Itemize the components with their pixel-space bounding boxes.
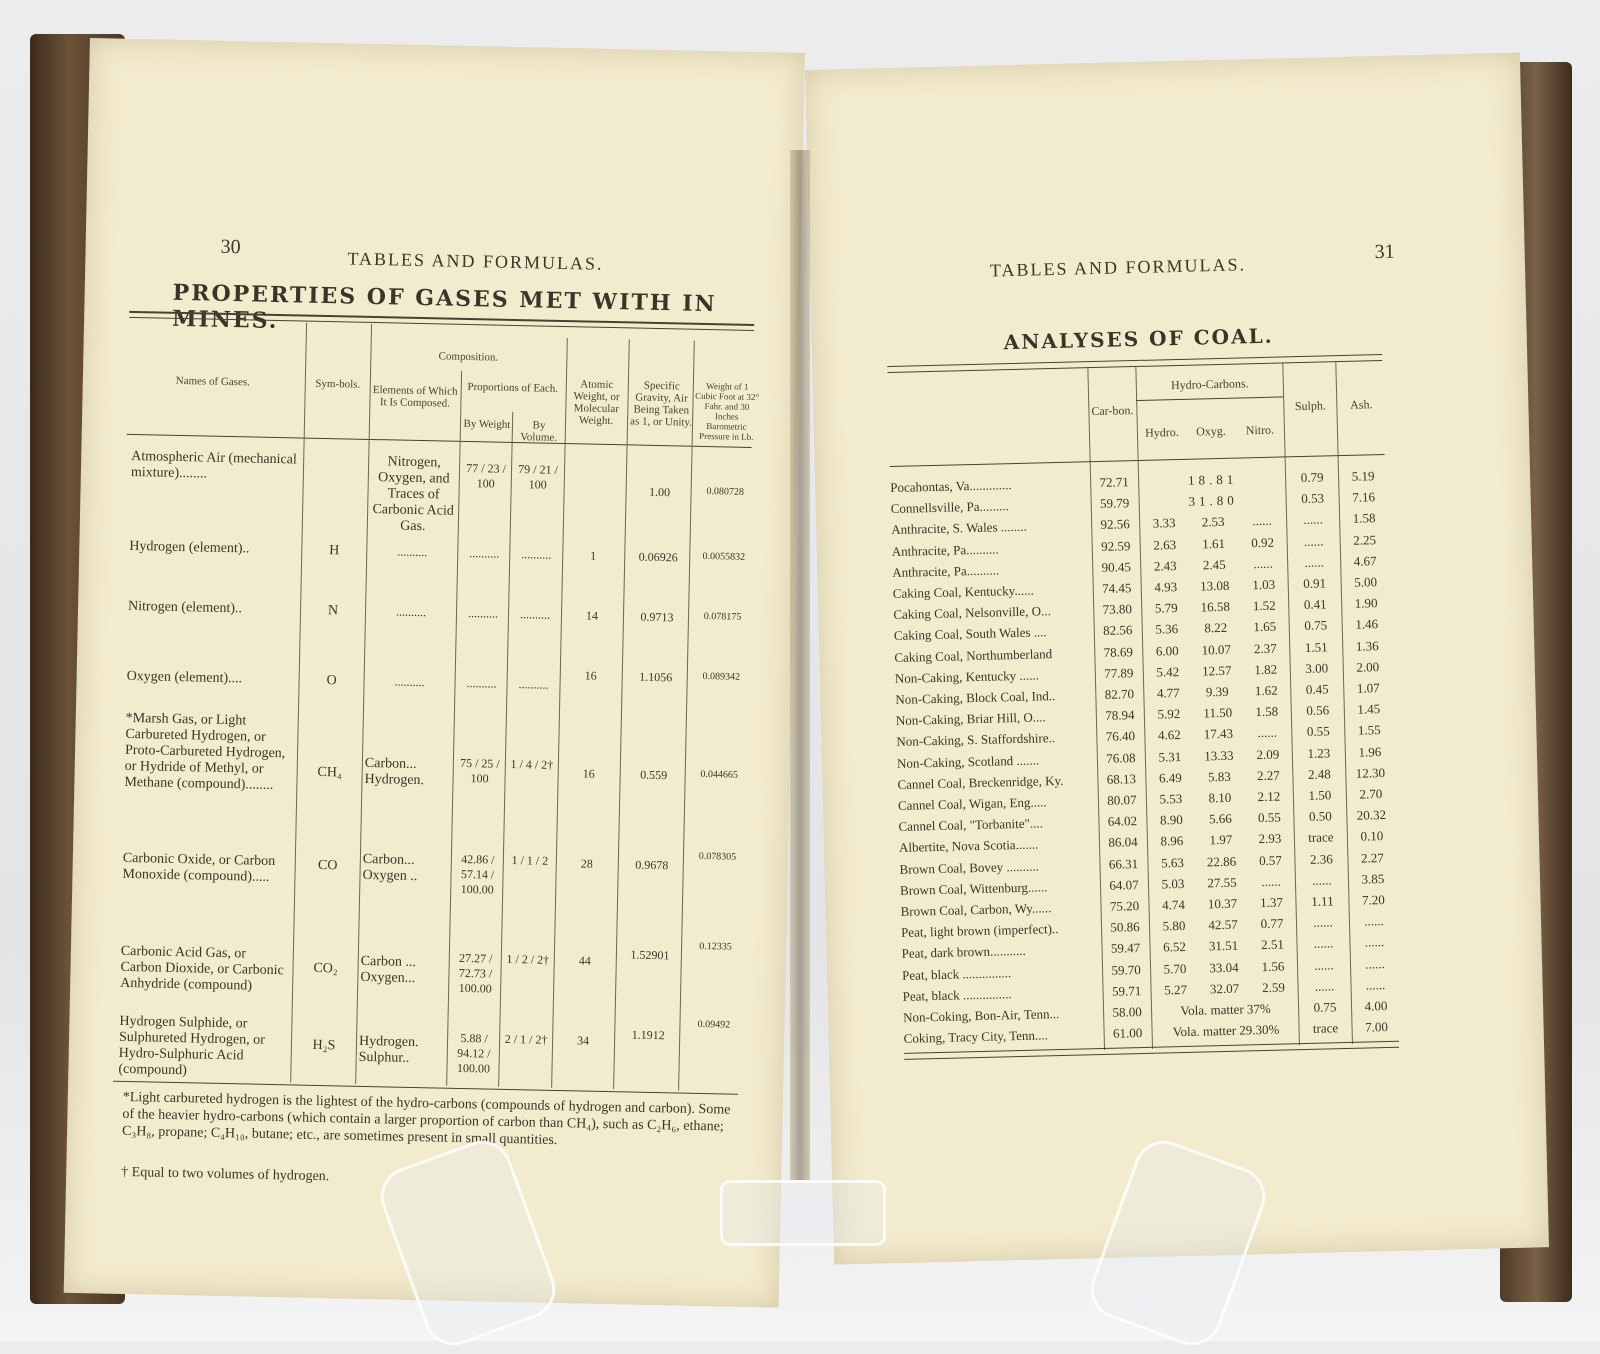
coal-name: Coking, Tracy City, Tenn.... xyxy=(903,1027,1049,1047)
coal-nitro: 1.58 xyxy=(1255,703,1279,720)
coal-hydro: 5.03 xyxy=(1161,875,1185,892)
left-page xyxy=(64,38,805,1308)
coal-nitro: 2.27 xyxy=(1256,767,1280,783)
coal-carbon: 64.07 xyxy=(1109,876,1139,893)
coal-hydro: 6.49 xyxy=(1158,769,1182,786)
coal-nitro: 2.09 xyxy=(1256,746,1280,762)
coal-name: Albertite, Nova Scotia....... xyxy=(898,836,1039,856)
gas-by-weight: 75 / 25 / 100 xyxy=(459,755,500,786)
gas-elements: Carbon ... Oxygen... xyxy=(360,953,417,987)
gas-gravity: 0.9678 xyxy=(635,857,669,873)
coal-name: Anthracite, Pa.......... xyxy=(891,541,999,559)
coal-nitro: 0.77 xyxy=(1260,915,1284,932)
coal-carbon: 74.45 xyxy=(1101,580,1132,596)
coal-hydro: 5.27 xyxy=(1164,981,1188,998)
gas-gravity: 0.9713 xyxy=(640,609,674,625)
coal-carbon: 50.86 xyxy=(1110,919,1140,935)
gas-weight: 0.078175 xyxy=(703,610,742,623)
coal-ash: ...... xyxy=(1365,955,1385,972)
coal-ash: ...... xyxy=(1365,976,1386,993)
coal-carbon: 82.70 xyxy=(1104,686,1135,702)
coal-carbon: 82.56 xyxy=(1102,622,1133,639)
coal-nitro: 2.12 xyxy=(1257,788,1281,805)
gas-by-volume: 79 / 21 / 100 xyxy=(518,462,559,492)
header-composition: Composition. xyxy=(438,350,499,364)
header-proportions: Proportions of Each. xyxy=(467,380,559,395)
gas-by-volume: .......... xyxy=(519,607,551,622)
footnote-dagger: † Equal to two volumes of hydrogen. xyxy=(121,1164,330,1185)
coal-hydro: 3.33 xyxy=(1152,515,1176,532)
gas-elements: .......... xyxy=(397,544,428,560)
gas-elements: Hydrogen. Sulphur.. xyxy=(358,1033,419,1066)
coal-ash: 5.19 xyxy=(1351,468,1375,484)
header-names: Names of Gases. xyxy=(175,374,251,389)
coal-name: Non-Caking, Block Coal, Ind.. xyxy=(895,688,1056,707)
gas-elements: .......... xyxy=(394,674,425,690)
header-hydrocarbons: Hydro-Carbons. xyxy=(1170,376,1249,393)
gas-weight: 0.12335 xyxy=(699,940,732,953)
coal-ash: ...... xyxy=(1364,913,1384,929)
coal-name: Connellsville, Pa......... xyxy=(890,498,1009,517)
coal-name: Non-Caking, S. Staffordshire.. xyxy=(896,730,1056,750)
gas-symbol: CH₄ xyxy=(317,764,342,781)
coal-hydro: 5.79 xyxy=(1154,600,1178,616)
coal-hydro: 18.81 xyxy=(1187,471,1238,488)
coal-oxyg: 1.61 xyxy=(1202,535,1226,552)
coal-hydro: 5.36 xyxy=(1155,621,1179,637)
coal-oxyg: 8.10 xyxy=(1208,789,1232,806)
coal-hydro: 5.80 xyxy=(1162,918,1186,934)
col-rule xyxy=(551,338,568,1088)
gas-elements: .......... xyxy=(395,604,427,620)
coal-sulph: ...... xyxy=(1314,956,1334,973)
coal-ash: 7.00 xyxy=(1364,1019,1389,1035)
coal-name: Non-Caking, Kentucky ...... xyxy=(894,667,1040,686)
col-rule xyxy=(498,412,513,1087)
coal-name: Caking Coal, Nelsonville, O... xyxy=(893,603,1051,623)
coal-name: Cannel Coal, "Torbanite".... xyxy=(898,815,1044,835)
coal-sulph: 0.79 xyxy=(1300,469,1324,486)
coal-oxyg: 2.53 xyxy=(1201,514,1225,530)
gas-by-volume: 1 / 2 / 2† xyxy=(506,951,550,967)
gas-by-weight: 77 / 23 / 100 xyxy=(466,460,507,491)
coal-oxyg: 13.33 xyxy=(1204,747,1234,764)
coal-oxyg: 33.04 xyxy=(1209,959,1239,975)
coal-sulph: 0.75 xyxy=(1304,617,1328,634)
coal-nitro: 2.93 xyxy=(1258,830,1282,847)
gas-weight: 0.080728 xyxy=(706,486,744,498)
header-hydro: Hydro. xyxy=(1144,424,1179,440)
coal-oxyg: 10.37 xyxy=(1207,895,1238,912)
coal-sulph: 0.56 xyxy=(1306,702,1330,719)
gas-atomic: 16 xyxy=(584,668,597,683)
coal-sulph: ...... xyxy=(1303,533,1324,549)
hydrocarbons-rule xyxy=(1136,396,1283,401)
coal-hydro: 8.90 xyxy=(1159,812,1183,828)
coal-oxyg: 9.39 xyxy=(1205,683,1229,700)
coal-nitro: ...... xyxy=(1257,725,1278,741)
coal-ash: 1.36 xyxy=(1355,637,1379,654)
coal-nitro: ...... xyxy=(1252,513,1273,529)
coal-name: Cannel Coal, Wigan, Eng..... xyxy=(897,794,1047,813)
coal-sulph: 2.48 xyxy=(1307,766,1331,782)
coal-nitro: 1.82 xyxy=(1254,661,1278,677)
coal-name: Peat, dark brown........... xyxy=(901,943,1026,962)
coal-oxyg: 8.22 xyxy=(1204,620,1228,636)
coal-ash: 1.58 xyxy=(1352,510,1376,527)
coal-hydro: 4.93 xyxy=(1154,579,1178,595)
coal-nitro: 0.55 xyxy=(1257,809,1281,826)
gas-atomic: 28 xyxy=(580,856,593,871)
coal-ash: 1.46 xyxy=(1355,616,1379,633)
header-symbols: Sym-bols. xyxy=(315,377,361,391)
coal-carbon: 76.08 xyxy=(1106,749,1136,766)
coal-hydro: 5.92 xyxy=(1157,706,1181,722)
gas-name: *Marsh Gas, or Light Carbureted Hydrogen, or Proto-Carbureted Hydrogen, or Hydride of Methyl, or Methane (compound)........ xyxy=(124,710,286,794)
gas-gravity: 1.1912 xyxy=(631,1027,665,1043)
coal-ash: 7.20 xyxy=(1361,892,1385,908)
coal-nitro: 1.52 xyxy=(1252,597,1276,614)
coal-nitro: 2.59 xyxy=(1261,979,1286,995)
gas-gravity: 0.06926 xyxy=(638,549,678,565)
coal-name: Pocahontas, Va............. xyxy=(890,477,1012,496)
coal-sulph: ...... xyxy=(1304,554,1325,570)
col-rule xyxy=(678,341,695,1091)
coal-ash: 4.00 xyxy=(1364,998,1388,1014)
coal-oxyg: 42.57 xyxy=(1208,916,1238,933)
gas-weight: 0.0055832 xyxy=(702,550,746,563)
coal-nitro: 1.03 xyxy=(1252,576,1276,593)
gas-symbol: N xyxy=(327,603,339,619)
coal-sulph: ...... xyxy=(1312,872,1332,888)
coal-carbon: 75.20 xyxy=(1109,898,1140,914)
gas-gravity: 0.559 xyxy=(640,767,668,783)
coal-name: Caking Coal, South Wales .... xyxy=(893,624,1047,644)
header-by-weight: By Weight xyxy=(463,417,511,431)
coal-ash: ...... xyxy=(1364,934,1385,950)
coal-hydro: 5.31 xyxy=(1158,748,1182,765)
coal-ash: 2.00 xyxy=(1356,658,1380,675)
coal-sulph: 2.36 xyxy=(1309,850,1333,867)
gas-gravity: 1.00 xyxy=(648,484,671,500)
gas-symbol: CO₂ xyxy=(313,960,338,977)
gas-gravity: 1.1056 xyxy=(639,669,673,685)
gas-by-weight: 5.88 / 94.12 / 100.00 xyxy=(456,1030,491,1076)
coal-carbon: 59.47 xyxy=(1110,940,1141,957)
coal-oxyg: 27.55 xyxy=(1207,874,1237,891)
gas-gravity: 1.52901 xyxy=(630,947,670,963)
page-number-left: 30 xyxy=(220,235,241,259)
right-page xyxy=(805,53,1549,1265)
coal-name: Brown Coal, Wittenburg...... xyxy=(899,879,1048,898)
coal-sulph: 1.11 xyxy=(1311,893,1334,909)
coal-sulph: trace xyxy=(1312,1020,1339,1037)
coal-sulph: 0.50 xyxy=(1308,808,1332,825)
coal-sulph: 0.91 xyxy=(1303,575,1327,591)
coal-carbon: 90.45 xyxy=(1101,558,1132,575)
coal-sulph: 0.55 xyxy=(1306,723,1330,740)
page-number-right: 31 xyxy=(1374,240,1395,264)
coal-oxyg: 31.51 xyxy=(1208,938,1239,954)
coal-carbon: 76.40 xyxy=(1105,728,1136,745)
gas-by-weight: 27.27 / 72.73 / 100.00 xyxy=(458,950,493,996)
coal-carbon: 59.70 xyxy=(1111,961,1141,978)
header-rule xyxy=(127,434,752,448)
gas-by-volume: 1 / 4 / 2† xyxy=(510,756,554,772)
coal-hydro: 8.96 xyxy=(1160,833,1184,849)
coal-carbon: 78.69 xyxy=(1103,643,1134,660)
coal-oxyg: 10.07 xyxy=(1201,641,1232,658)
coal-sulph: 0.45 xyxy=(1305,681,1329,697)
coal-ash: 1.55 xyxy=(1357,722,1381,739)
coal-nitro: 2.51 xyxy=(1260,936,1285,953)
coal-hydro: 5.70 xyxy=(1163,960,1187,977)
gas-symbol: O xyxy=(326,673,337,689)
display-stand-base xyxy=(720,1180,886,1246)
gas-elements: Carbon... Oxygen .. xyxy=(362,851,418,885)
header-elements: Elements of Which It Is Composed. xyxy=(372,384,458,410)
coal-ash: 3.85 xyxy=(1361,870,1385,887)
coal-carbon: 80.07 xyxy=(1107,792,1137,808)
gas-atomic: 34 xyxy=(576,1033,590,1048)
coal-hydro: 4.62 xyxy=(1157,727,1181,743)
coal-hydro: 4.77 xyxy=(1156,685,1180,701)
coal-hydro: 4.74 xyxy=(1161,896,1186,913)
gas-symbol: CO xyxy=(317,857,338,874)
running-head-right: TABLES AND FORMULAS. xyxy=(989,254,1247,281)
coal-sulph: ...... xyxy=(1303,511,1324,528)
coal-sulph: trace xyxy=(1308,829,1334,846)
coal-nitro: 2.37 xyxy=(1253,640,1277,656)
coal-ash: 1.90 xyxy=(1354,595,1378,611)
coal-name: Anthracite, S. Wales ........ xyxy=(891,519,1027,538)
coal-ash: 4.67 xyxy=(1353,552,1377,569)
coal-carbon: 72.71 xyxy=(1099,474,1129,490)
coal-ash: 7.16 xyxy=(1352,489,1376,505)
coal-name: Peat, black ............... xyxy=(901,964,1012,983)
coal-carbon: 73.80 xyxy=(1102,601,1133,618)
header-nitro: Nitro. xyxy=(1245,422,1275,438)
gas-name: Nitrogen (element).. xyxy=(127,598,243,617)
coal-oxyg: 13.08 xyxy=(1199,577,1230,594)
footnote: *Light carbureted hydrogen is the lightest of the hydro-carbons (compounds of hydrogen and carbon). Some of the heavier hydro-carbons (which contain a larger proportion of carbon than CH₄), such as C₂H₆, ethane; C₃H₈, propane; C₄H₁₀, butane; etc., are sometimes present in small quantities. xyxy=(121,1089,731,1149)
header-by-volume: By Volume. xyxy=(520,419,558,444)
coal-hydro: 2.43 xyxy=(1153,557,1177,574)
coal-carbon: 92.56 xyxy=(1100,516,1130,533)
coal-sulph: 0.53 xyxy=(1301,490,1325,507)
coal-nitro: 1.37 xyxy=(1259,894,1284,911)
coal-name: Peat, light brown (imperfect).. xyxy=(900,921,1059,941)
coal-hydro: 5.53 xyxy=(1159,791,1183,807)
page-title-right: ANALYSES OF COAL. xyxy=(1003,323,1274,355)
gas-by-volume: .......... xyxy=(521,547,552,562)
gas-name: Carbonic Oxide, or Carbon Monoxide (compound)..... xyxy=(122,850,276,885)
gas-name: Carbonic Acid Gas, or Carbon Dioxide, or Carbonic Anhydride (compound) xyxy=(120,943,284,994)
coal-nitro: 0.57 xyxy=(1258,852,1282,868)
book-gutter xyxy=(790,150,810,1180)
coal-sulph: ...... xyxy=(1314,978,1335,994)
coal-hydro: 6.52 xyxy=(1162,939,1187,955)
coal-carbon: 86.04 xyxy=(1108,834,1138,851)
coal-name: Caking Coal, Kentucky...... xyxy=(892,582,1035,602)
coal-ash: 2.70 xyxy=(1359,786,1383,802)
gas-name: Hydrogen (element).. xyxy=(129,538,250,557)
coal-nitro: 1.56 xyxy=(1261,958,1285,974)
gas-atomic: 16 xyxy=(582,766,595,781)
gas-weight: 0.089342 xyxy=(702,670,741,683)
coal-hydro: Vola. matter 37% xyxy=(1180,1000,1271,1019)
coal-carbon: 92.59 xyxy=(1100,537,1131,554)
coal-name: Brown Coal, Carbon, Wy...... xyxy=(900,900,1052,919)
coal-oxyg: 1.97 xyxy=(1209,832,1233,848)
coal-oxyg: 11.50 xyxy=(1203,704,1233,721)
gas-name: Atmospheric Air (mechanical mixture)........ xyxy=(130,448,297,482)
coal-oxyg: 12.57 xyxy=(1201,662,1232,679)
coal-oxyg: 17.43 xyxy=(1203,726,1234,742)
coal-ash: 1.07 xyxy=(1356,680,1380,696)
header-gravity: Specific Gravity, Air Being Taken as 1, or Unity. xyxy=(629,379,693,429)
header-carbon: Car-bon. xyxy=(1091,403,1134,419)
coal-carbon: 77.89 xyxy=(1104,664,1134,681)
coal-name: Brown Coal, Bovey .......... xyxy=(899,858,1040,877)
gas-weight: 0.078305 xyxy=(698,850,737,863)
coal-ash: 1.45 xyxy=(1357,701,1381,717)
coal-ash: 2.25 xyxy=(1353,531,1377,548)
coal-nitro: 1.65 xyxy=(1253,619,1277,635)
coal-nitro: ...... xyxy=(1253,555,1274,571)
gas-by-weight: .......... xyxy=(466,676,497,691)
coal-sulph: 1.50 xyxy=(1308,787,1332,803)
coal-name: Non-Caking, Briar Hill, O.... xyxy=(895,709,1046,729)
page-title-left: PROPERTIES OF GASES MET WITH IN MINES. xyxy=(171,279,717,335)
header-oxyg: Oxyg. xyxy=(1195,423,1226,439)
gas-by-weight: .......... xyxy=(467,606,499,621)
coal-name: Cannel Coal, Breckenridge, Ky. xyxy=(897,772,1064,792)
coal-nitro: 1.62 xyxy=(1254,682,1278,699)
coal-ash: 2.27 xyxy=(1360,849,1384,866)
col-rule xyxy=(613,339,630,1089)
coal-oxyg: 5.66 xyxy=(1208,810,1232,827)
coal-hydro: 31.80 xyxy=(1188,492,1238,509)
gas-symbol: H₂S xyxy=(312,1037,336,1054)
gas-symbol: H xyxy=(329,543,340,559)
coal-name: Non-Caking, Scotland ....... xyxy=(896,752,1040,771)
coal-sulph: 0.75 xyxy=(1313,999,1337,1015)
coal-nitro: 0.92 xyxy=(1251,534,1275,550)
coal-ash: 12.30 xyxy=(1355,764,1386,781)
gas-elements: Carbon... Hydrogen. xyxy=(364,755,425,789)
gas-atomic: 44 xyxy=(578,953,591,968)
gas-elements: Nitrogen, Oxygen, and Traces of Carbonic Acid Gas. xyxy=(372,454,454,535)
coal-carbon: 58.00 xyxy=(1112,1004,1142,1020)
coal-oxyg: 5.83 xyxy=(1207,768,1231,785)
gas-by-weight: .......... xyxy=(469,546,500,561)
coal-ash: 20.32 xyxy=(1356,807,1387,823)
coal-carbon: 59.71 xyxy=(1111,982,1142,999)
header-atomic: Atomic Weight, or Molecular Weight. xyxy=(573,378,620,428)
coal-oxyg: 32.07 xyxy=(1209,980,1240,997)
coal-hydro: Vola. matter 29.30% xyxy=(1172,1021,1280,1040)
coal-nitro: ...... xyxy=(1261,873,1281,889)
gas-by-volume: 1 / 1 / 2 xyxy=(511,853,549,868)
coal-carbon: 68.13 xyxy=(1106,770,1137,787)
coal-carbon: 64.02 xyxy=(1107,813,1138,830)
gas-weight: 0.09492 xyxy=(697,1018,731,1031)
gas-by-weight: 42.86 / 57.14 / 100.00 xyxy=(460,851,495,897)
coal-sulph: 3.00 xyxy=(1305,660,1329,676)
coal-oxyg: 16.58 xyxy=(1200,598,1231,615)
gas-atomic: 14 xyxy=(585,608,599,623)
coal-name: Non-Coking, Bon-Air, Tenn... xyxy=(902,1006,1060,1025)
coal-sulph: ...... xyxy=(1313,935,1334,952)
coal-name: Anthracite, Pa.......... xyxy=(892,562,1000,580)
header-sulph: Sulph. xyxy=(1294,398,1327,414)
gas-weight: 0.044665 xyxy=(700,768,739,781)
coal-sulph: 1.23 xyxy=(1307,744,1331,761)
coal-oxyg: 2.45 xyxy=(1202,556,1226,573)
coal-hydro: 6.00 xyxy=(1155,642,1179,659)
coal-name: Peat, black ............... xyxy=(902,986,1012,1004)
coal-hydro: 5.42 xyxy=(1156,663,1180,680)
coal-hydro: 2.63 xyxy=(1153,536,1177,553)
coal-hydro: 5.63 xyxy=(1160,854,1185,871)
gas-by-volume: .......... xyxy=(518,677,549,692)
coal-oxyg: 22.86 xyxy=(1206,853,1237,870)
running-head-left: TABLES AND FORMULAS. xyxy=(347,248,604,274)
header-weight: Weight of 1 Cubic Foot at 32° Fahr. and 30 Inches Barometric Pressure in Lb. xyxy=(695,380,760,442)
coal-carbon: 78.94 xyxy=(1105,707,1135,724)
coal-ash: 1.96 xyxy=(1358,743,1382,760)
gas-atomic: 1 xyxy=(590,548,597,563)
coal-name: Caking Coal, Northumberland xyxy=(894,645,1053,665)
coal-sulph: 0.41 xyxy=(1303,596,1327,613)
coal-ash: 0.10 xyxy=(1360,828,1384,845)
header-ash: Ash. xyxy=(1349,397,1373,412)
coal-sulph: 1.51 xyxy=(1304,638,1328,655)
coal-ash: 5.00 xyxy=(1354,574,1378,590)
gas-name: Hydrogen Sulphide, or Sulphureted Hydrogen, or Hydro-Sulphuric Acid (compound) xyxy=(118,1013,266,1079)
coal-sulph: ...... xyxy=(1313,914,1333,931)
gas-name: Oxygen (element).... xyxy=(126,668,243,687)
coal-carbon: 59.79 xyxy=(1099,495,1130,512)
coal-carbon: 61.00 xyxy=(1112,1025,1143,1041)
coal-carbon: 66.31 xyxy=(1108,855,1139,872)
gas-by-volume: 2 / 1 / 2† xyxy=(504,1031,548,1047)
